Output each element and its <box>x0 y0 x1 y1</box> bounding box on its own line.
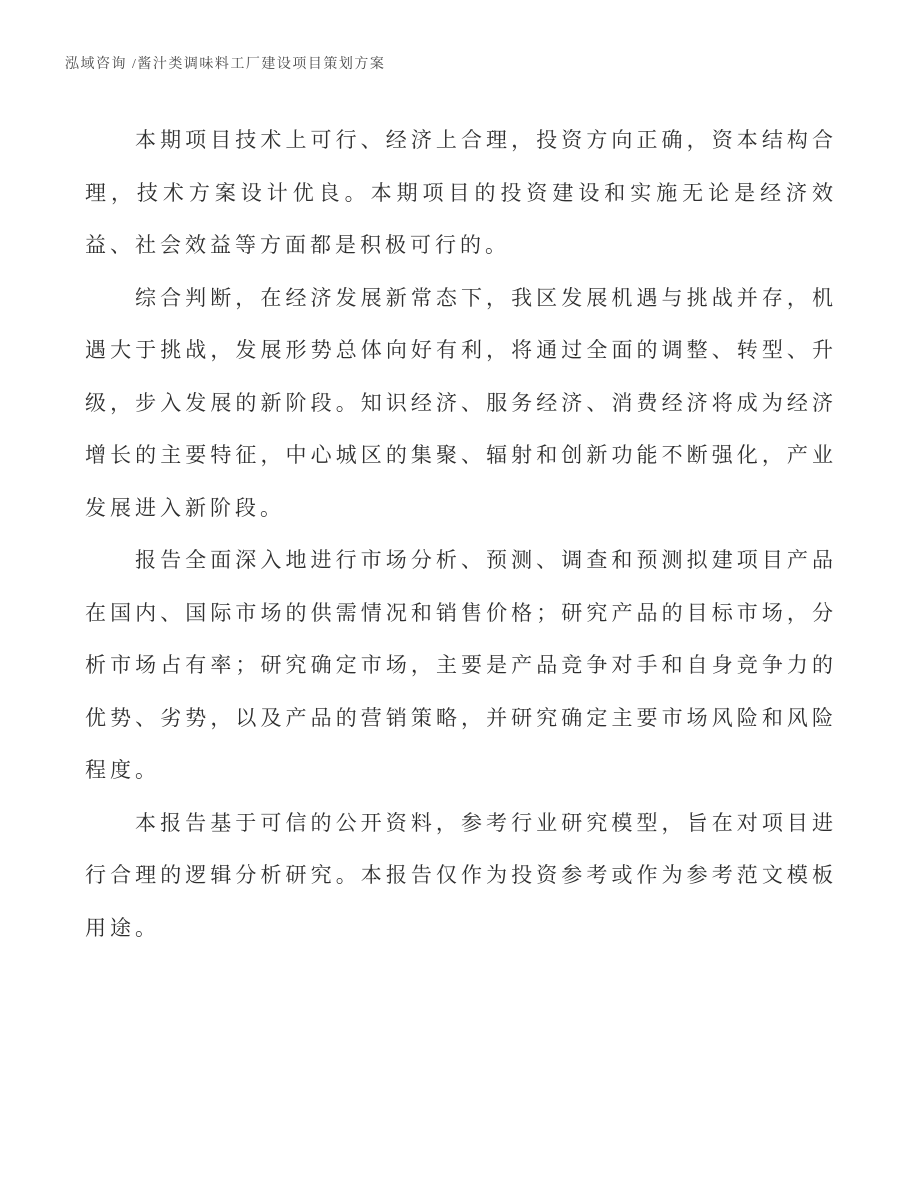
document-body <box>85 114 837 954</box>
paragraph: 本期项目技术上可行、经济上合理，投资方向正确，资本结构合理，技术方案设计优良。本期项目的投资建设和实施无论是经济效益、社会效益等方面都是积极可行的。 <box>85 128 837 257</box>
paragraph: 综合判断，在经济发展新常态下，我区发展机遇与挑战并存，机遇大于挑战，发展形势总体向好有利，将通过全面的调整、转型、升级，步入发展的新阶段。知识经济、服务经济、消费经济将成为经济增长的主要特征，中心城区的集聚、辐射和创新功能不断强化，产业发展进入新阶段。 <box>85 285 837 520</box>
page-header-text: 泓域咨询 /酱汁类调味料工厂建设项目策划方案 <box>65 57 386 72</box>
page-header <box>65 53 385 73</box>
paragraph: 本报告基于可信的公开资料，参考行业研究模型，旨在对项目进行合理的逻辑分析研究。本报告仅作为投资参考或作为参考范文模板用途。 <box>85 810 837 940</box>
paragraph: 报告全面深入地进行市场分析、预测、调查和预测拟建项目产品在国内、国际市场的供需情况和销售价格；研究产品的目标市场，分析市场占有率；研究确定市场，主要是产品竞争对手和自身竞争力的优势、劣势，以及产品的营销策略，并研究确定主要市场风险和风险程度。 <box>85 548 837 782</box>
